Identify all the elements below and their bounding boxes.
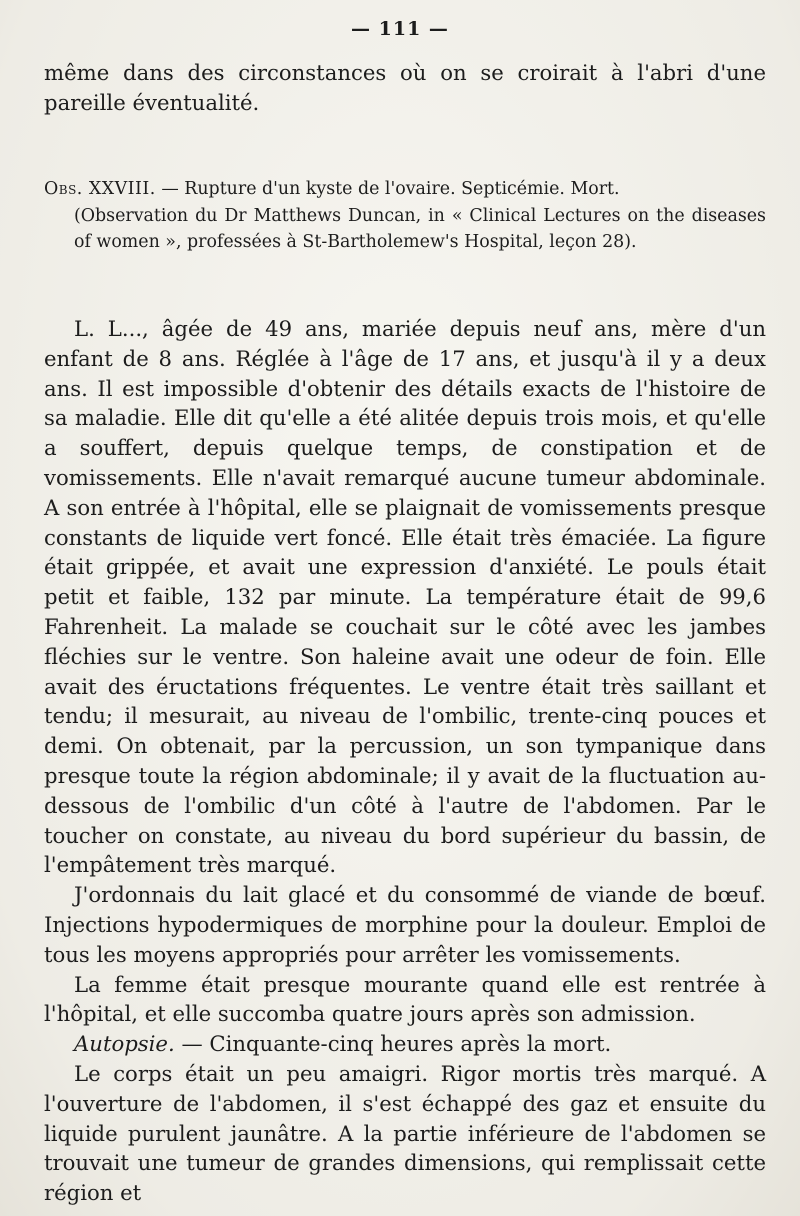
case-paragraph-3: La femme était presque mourante quand elle est rentrée à l'hôpital, et elle succomba quatre jours après son admission.	[44, 971, 766, 1027]
autopsie-label: Autopsie.	[74, 1031, 175, 1057]
observation-source: (Observation du Dr Matthews Duncan, in « Clinical Lectures on the diseases of women », professées à St-Bartholemew's Hospital, leçon 28).	[74, 205, 766, 253]
observation-label: Obs. XXVIII.	[44, 179, 156, 199]
case-paragraph-last: Le corps était un peu amaigri. Rigor mortis très marqué. A l'ouverture de l'abdomen, il s'est échappé des gaz et ensuite du liquide purulent jaunâtre. A la partie inférieure de l'abdomen se trouvait une tumeur de grandes dimensions, qui remplissait cette région et	[44, 1060, 766, 1206]
autopsie-paragraph	[44, 1029, 766, 1059]
observation-title: — Rupture d'un kyste de l'ovaire. Septicémie. Mort.	[161, 179, 620, 199]
observation-heading	[44, 176, 766, 256]
observation-title-line	[44, 176, 766, 203]
intro-paragraph	[44, 58, 766, 118]
case-paragraph-2: J'ordonnais du lait glacé et du consommé de viande de bœuf. Injections hypodermiques de morphine pour la douleur. Emploi de tous les moyens appropriés pour arrêter les vomissements.	[44, 882, 766, 967]
intro-text: même dans des circonstances où on se croirait à l'abri d'une pareille éventualité.	[44, 60, 766, 115]
case-text	[44, 314, 766, 1208]
autopsie-text: — Cinquante-cinq heures après la mort.	[174, 1031, 612, 1057]
case-paragraph-1: L. L..., âgée de 49 ans, mariée depuis neuf ans, mère d'un enfant de 8 ans. Réglée à l'âge de 17 ans, et jusqu'à il y a deux ans. Il est impossible d'obtenir des détails exacts de l'histoire de sa maladie. Elle dit qu'elle a été alitée depuis trois mois, et qu'elle a souffert, depuis quelque temps, de constipation et de vomissements. Elle n'avait remarqué aucune tumeur abdominale. A son entrée à l'hôpital, elle se plaignait de vomissements presque constants de liquide vert foncé. Elle était très émaciée. La figure était grippée, et avait une expression d'anxiété. Le pouls était petit et faible, 132 par minute. La température était de 99,6 Fahrenheit. La malade se couchait sur le côté avec les jambes fléchies sur le ventre. Son haleine avait une odeur de foin. Elle avait des éructations fréquentes. Le ventre était très saillant et tendu; il mesurait, au niveau de l'ombilic, trente-cinq pouces et demi. On obtenait, par la percussion, un son tympanique dans presque toute la région abdominale; il y avait de la fluctuation au-dessous de l'ombilic d'un côté à l'autre de l'abdomen. Par le toucher on constate, au niveau du bord supérieur du bassin, de l'empâtement très marqué.	[44, 316, 766, 878]
page-number: — 111 —	[351, 18, 449, 40]
